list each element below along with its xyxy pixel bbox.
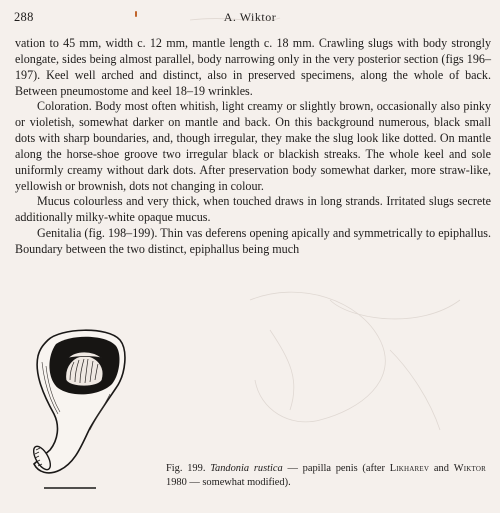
- caption-text-2: and: [429, 463, 454, 474]
- species-name: Tandonia rustica: [210, 463, 283, 474]
- figure-caption: [166, 462, 486, 490]
- page-number: 288: [14, 10, 34, 24]
- caption-text-1: — papilla penis (after: [282, 463, 390, 474]
- paragraph-description: vation to 45 mm, width c. 12 mm, mantle length c. 18 mm. Crawling slugs with body strongly elongate, sides being almost parallel, body narrowing only in the very posterior section (figs 196–197). Keel well arched and distinct, also in preserved specimens, along the whole of back. Between pneumostome and keel 18–19 wrinkles.: [15, 36, 491, 98]
- caption-text-3: 1980 — somewhat modified).: [166, 477, 291, 488]
- paragraph-genitalia: Genitalia (fig. 198–199). Thin vas deferens opening apically and symmetrically to epiphallus. Boundary between the two distinct, epiphallus being much: [15, 226, 491, 256]
- paragraph-mucus: Mucus colourless and very thick, when touched draws in long strands. Irritated slugs secrete additionally milky-white opaque mucus.: [15, 194, 491, 225]
- author-wiktor: Wiktor: [453, 463, 486, 474]
- figure-label: Fig. 199.: [166, 463, 206, 474]
- papilla-penis-illustration: [20, 322, 140, 497]
- paragraph-coloration: Coloration. Body most often whitish, light creamy or slightly brown, occasionally also pinky or violetish, somewhat darker on mantle and back. On this background numerous, black small dots with sharp boundaries, and, though irregular, they make the slug look like dotted. On mantle along the horse-shoe groove two irregular black or blackish streaks. The whole keel and sole uniformly creamy without dark dots. After preservation body somewhat darker, more straw-like, yellowish or brownish, dots not changing in colour.: [15, 99, 491, 193]
- running-title: A. Wiktor: [223, 10, 277, 24]
- author-likharev: Likharev: [389, 463, 430, 474]
- body-text: [15, 36, 491, 258]
